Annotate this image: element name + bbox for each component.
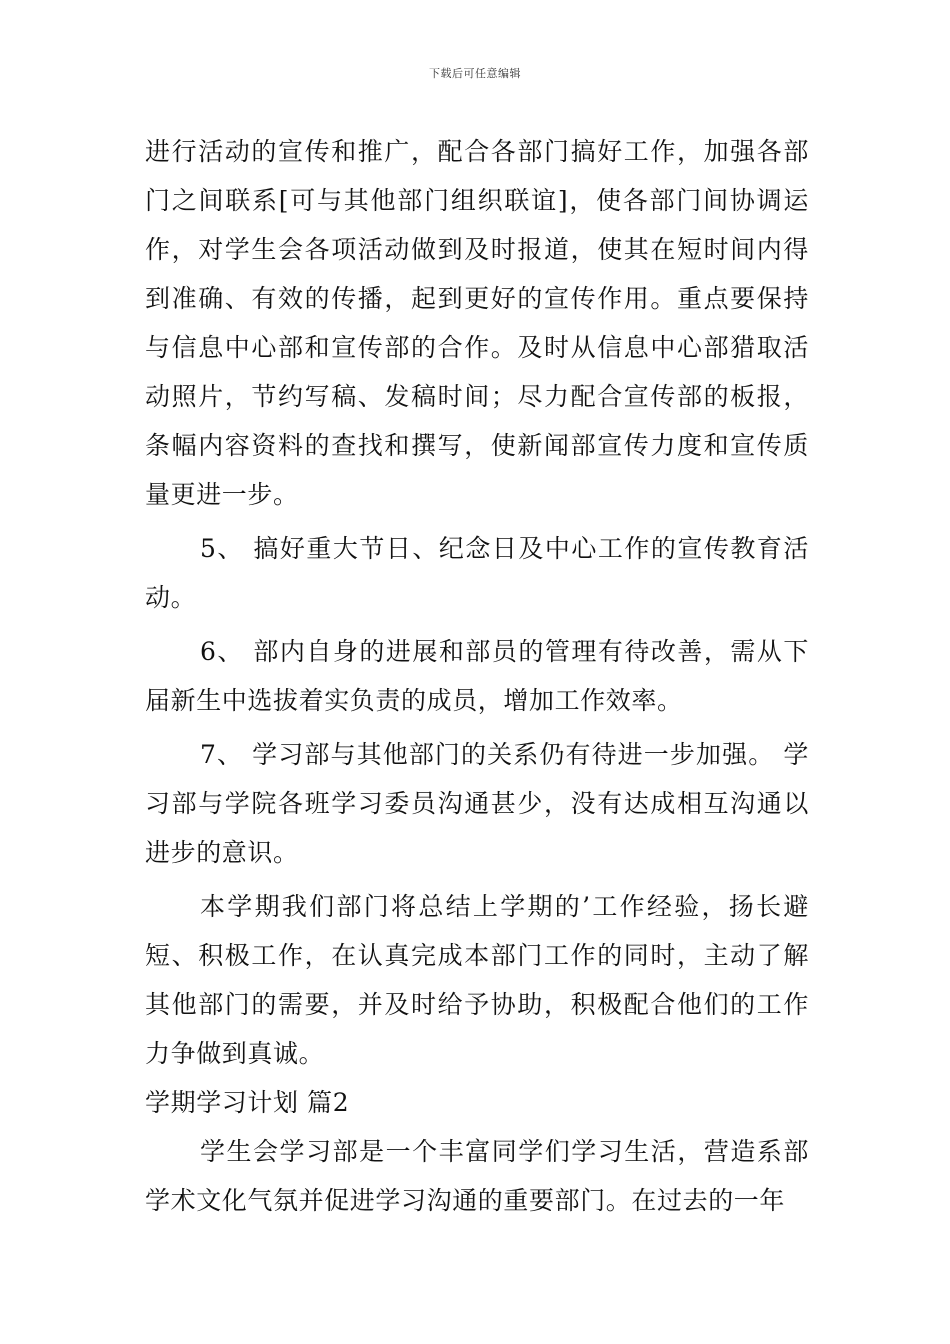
paragraph-publicity-continuation: 进行活动的宣传和推广，配合各部门搞好工作，加强各部门之间联系[可与其他部门组织联谊]，使各部门间协调运作，对学生会各项活动做到及时报道，使其在短时间内得到准确、有效的传播，起到更好的宣传作用。重点要保持与信息中心部和宣传部的合作。及时从信息中心部猎取活动照片，节约写稿、发稿时间；尽力配合宣传部的板报，条幅内容资料的查找和撰写，使新闻部宣传力度和宣传质量更进一步。 xyxy=(145,137,809,509)
paragraph-section2-intro: 学生会学习部是一个丰富同学们学习生活，营造系部学术文化气氛并促进学习沟通的重要部门。在过去的一年 xyxy=(145,1137,809,1215)
page-header: 下载后可任意编辑 xyxy=(429,67,521,80)
section-heading: 学期学习计划 篇2 xyxy=(145,1088,350,1117)
paragraph-summary: 本学期我们部门将总结上学期的’工作经验，扬长避短、积极工作，在认真完成本部门工作的同时，主动了解其他部门的需要，并及时给予协助，积极配合他们的工作力争做到真诚。 xyxy=(145,892,809,1068)
paragraph-item-7: 7、 学习部与其他部门的关系仍有待进一步加强。 学习部与学院各班学习委员沟通甚少，没有达成相互沟通以进步的意识。 xyxy=(145,740,809,867)
document-body xyxy=(145,127,809,1225)
paragraph-item-6: 6、 部内自身的进展和部员的管理有待改善，需从下届新生中选拔着实负责的成员，增加工作效率。 xyxy=(145,637,809,715)
paragraph-item-5: 5、 搞好重大节日、纪念日及中心工作的宣传教育活动。 xyxy=(145,534,809,612)
